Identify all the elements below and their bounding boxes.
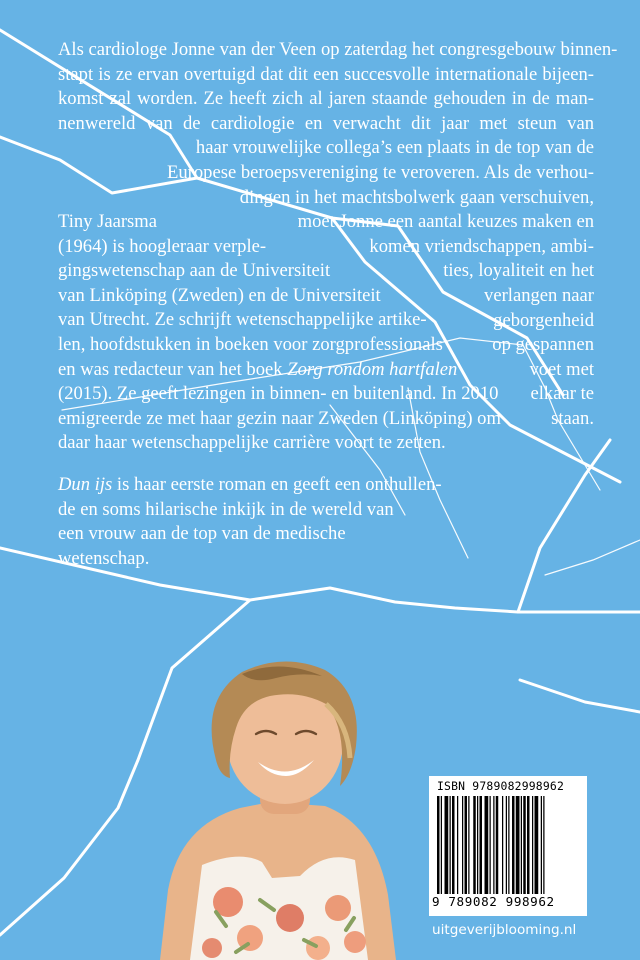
synopsis-line: stapt is ze ervan overtuigd dat dit een succesvolle internationale bijeen- — [58, 63, 594, 85]
synopsis-line: Europese beroepsvereniging te veroveren. Als de verhou- — [167, 161, 594, 183]
bio-line: gingswetenschap aan de Universiteit — [58, 260, 331, 282]
synopsis-line: dingen in het machtsbolwerk gaan verschuiven, — [239, 186, 594, 208]
synopsis-line: moet Jonne een aantal keuzes maken en — [297, 211, 594, 233]
barcode-bar — [465, 796, 468, 894]
barcode-bar — [543, 796, 544, 894]
publisher-website: uitgeverijblooming.nl — [432, 922, 577, 938]
barcode-bar — [468, 796, 469, 894]
barcode-bar — [508, 796, 509, 894]
synopsis-line: elkaar te — [530, 383, 594, 405]
isbn-barcode — [429, 776, 587, 916]
barcode-bar — [485, 796, 489, 894]
novel-line: een vrouw aan de top van de medische — [58, 523, 346, 545]
barcode-bar — [457, 796, 458, 894]
novel-line-text: is haar eerste roman en geeft een onthullen- — [112, 474, 442, 495]
synopsis-line: staan. — [551, 407, 594, 429]
bio-line-text: en was redacteur van het boek — [58, 358, 283, 380]
barcode-bar — [527, 796, 530, 894]
barcode-bar — [450, 796, 451, 894]
synopsis-line: ties, loyaliteit en het — [443, 260, 594, 282]
barcode-bar — [480, 796, 483, 894]
synopsis-line: geborgenheid — [493, 309, 594, 331]
synopsis-line: op gespannen — [492, 334, 594, 356]
bio-line — [58, 358, 618, 383]
barcode-bar — [512, 796, 515, 894]
barcode-bar — [523, 796, 526, 894]
edited-book-title: Zorg rondom hartfalen — [287, 358, 458, 380]
novel-title: Dun ijs — [58, 474, 113, 495]
novel-description — [58, 473, 498, 571]
isbn-label: ISBN 9789082998962 — [437, 779, 565, 793]
barcode-bar — [452, 796, 455, 894]
synopsis-line: haar vrouwelijke collega’s een plaats in de top van de — [195, 137, 594, 159]
bio-line: (1964) is hoogleraar verple- — [58, 235, 267, 257]
synopsis-line: komen vriendschappen, ambi- — [369, 235, 594, 257]
bio-line: emigreerde ze met haar gezin naar Zweden (Linköping) om — [58, 407, 501, 429]
bio-line: daar haar wetenschappelijke carrière voort te zetten. — [58, 432, 446, 454]
novel-line: de en soms hilarische inkijk in de wereld van — [58, 498, 394, 520]
bio-line: van Linköping (Zweden) en de Universiteit — [58, 284, 381, 306]
barcode-bar — [502, 796, 503, 894]
synopsis-line: Als cardiologe Jonne van der Veen op zaterdag het congresgebouw binnen- — [58, 39, 618, 60]
barcode-bar — [532, 796, 533, 894]
bio-line: van Utrecht. Ze schrijft wetenschappelijke artike- — [58, 309, 427, 331]
author-biography — [58, 210, 618, 456]
barcode-bar — [490, 796, 491, 894]
barcode-bar — [541, 796, 542, 894]
bio-line: len, hoofdstukken in boeken voor zorgprofessionals — [58, 333, 443, 355]
bio-line: (2015). Ze geeft lezingen in binnen- en buitenland. In 2010 — [58, 383, 499, 405]
synopsis-line: verlangen naar — [484, 284, 594, 306]
barcode-bar — [477, 796, 478, 894]
barcode-bar — [506, 796, 507, 894]
novel-line: wetenschap. — [58, 547, 150, 569]
barcode-bar — [441, 796, 442, 894]
barcode-bar — [516, 796, 520, 894]
synopsis-line: komst zal worden. Ze heeft zich al jaren staande gehouden in de man- — [58, 88, 594, 110]
barcode-bar — [493, 796, 494, 894]
author-name: Tiny Jaarsma — [58, 211, 157, 232]
isbn-digits: 9 789082 998962 — [432, 894, 555, 909]
synopsis-line: voet met — [529, 358, 594, 380]
barcode-bar — [462, 796, 463, 894]
barcode-bar — [521, 796, 522, 894]
barcode-bar — [535, 796, 539, 894]
author-photo — [150, 650, 410, 960]
barcode-bars — [437, 796, 581, 894]
barcode-bar — [473, 796, 476, 894]
barcode-bar — [496, 796, 499, 894]
synopsis-line: nenwereld van de cardiologie en verwacht dit jaar met steun van — [58, 112, 594, 134]
barcode-bar — [437, 796, 440, 894]
novel-line — [58, 473, 498, 498]
barcode-bar — [445, 796, 449, 894]
